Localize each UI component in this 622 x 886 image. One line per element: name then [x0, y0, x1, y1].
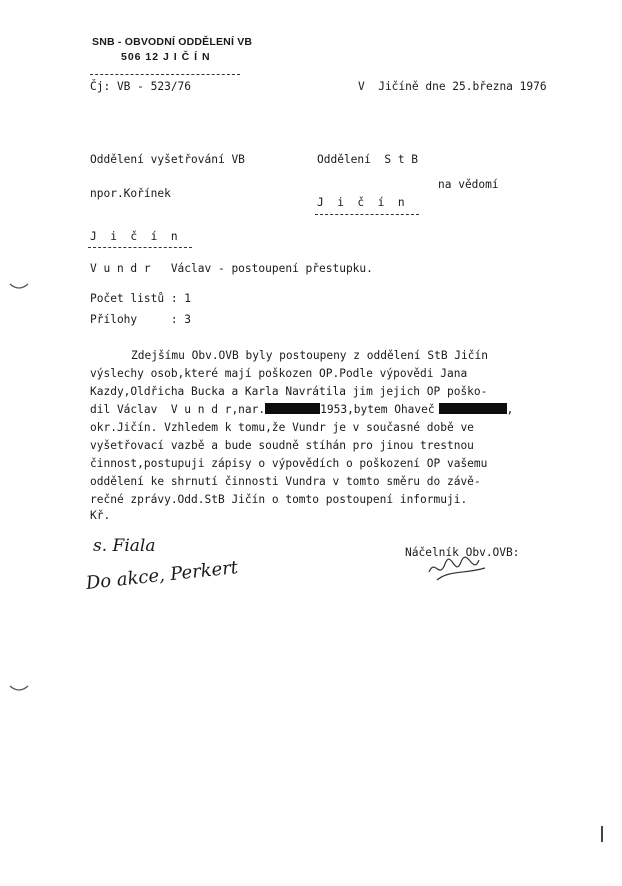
punch-hole-mark — [8, 280, 30, 292]
recipient-left-department: Oddělení vyšetřování VB — [90, 153, 245, 166]
chief-signature-scribble — [425, 550, 495, 584]
reference-number: Čj: VB - 523/76 — [90, 80, 192, 93]
stamp-underline — [90, 74, 240, 75]
place-date: V Jičíně dne 25.března 1976 — [358, 80, 547, 93]
subject-line: V u n d r Václav - postoupení přestupku. — [90, 262, 373, 275]
city-underline — [88, 247, 192, 248]
redaction-bar — [265, 403, 320, 414]
recipient-left-person: npor.Kořínek — [90, 187, 171, 200]
body-line-7: činnost,postupuji zápisy o výpovědích o poškození OP vašemu — [90, 457, 488, 470]
chief-title: Náčelník Obv.OVB: — [405, 546, 520, 559]
right-city-underline — [315, 214, 419, 215]
handwritten-signature-fiala: s. Fiala — [93, 536, 156, 556]
body-line-4: dil Václav V u n d r,nar. 1953,bytem Ohaveč , — [90, 403, 514, 416]
sheet-count: Počet listů : 1 — [90, 292, 192, 305]
recipient-right-note: na vědomí — [438, 178, 499, 191]
recipient-city: J i č í n — [90, 230, 178, 243]
recipient-right-city: J i č í n — [317, 196, 405, 209]
office-stamp-line2: 506 12 J I Č Í N — [121, 51, 211, 63]
office-stamp-line1: SNB - OBVODNÍ ODDĚLENÍ VB — [92, 36, 253, 48]
body-line-2: výslechy osob,které mají poškozen OP.Podle výpovědi Jana — [90, 367, 468, 380]
scan-edge-mark — [601, 826, 603, 842]
body-line-8: oddělení ke shrnutí činnosti Vundra v tomto směru do závě- — [90, 475, 481, 488]
typist-initials: Kř. — [90, 509, 111, 522]
punch-hole-mark — [8, 682, 30, 694]
body-line-3: Kazdy,Oldřicha Bucka a Karla Navrátila jim jejich OP poško- — [90, 385, 488, 398]
body-line-9: rečné zprávy.Odd.StB Jičín o tomto postoupení informuji. — [90, 493, 468, 506]
recipient-right-department: Oddělení S t B — [317, 153, 419, 166]
body-line-5: okr.Jičín. Vzhledem k tomu,že Vundr je v současné době ve — [90, 421, 474, 434]
body-line-6: vyšetřovací vazbě a bude soudně stíhán pro jinou trestnou — [90, 439, 474, 452]
attachment-count: Přílohy : 3 — [90, 313, 192, 326]
redaction-bar — [439, 403, 507, 414]
body-line-1: Zdejšímu Obv.OVB byly postoupeny z oddělení StB Jičín — [131, 349, 488, 362]
handwritten-note-do-akce: Do akce, Perkert — [84, 557, 240, 594]
